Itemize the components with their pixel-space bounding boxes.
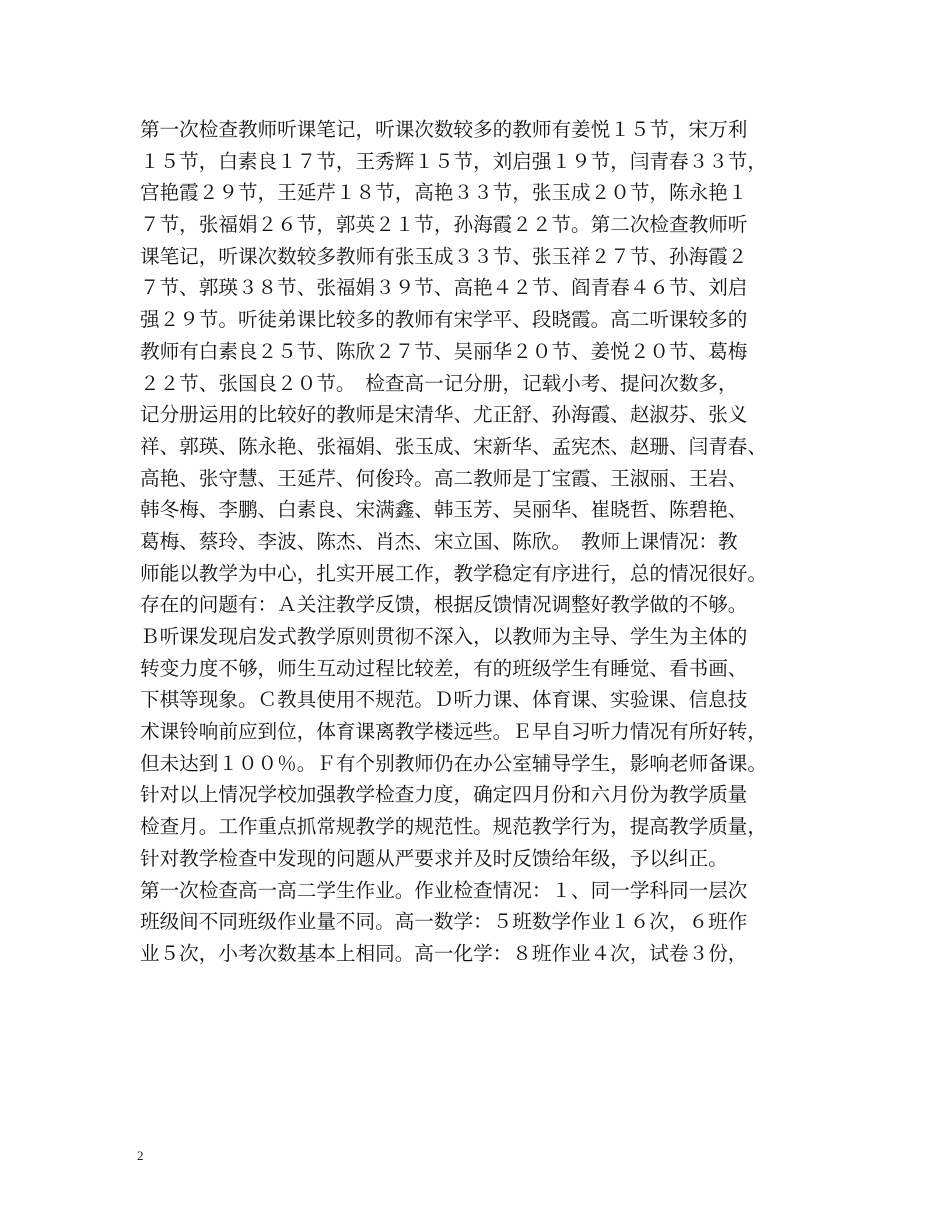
text-line: 祥、郭瑛、陈永艳、张福娟、张玉成、宋新华、孟宪杰、赵珊、闫青春、 xyxy=(140,434,767,458)
text-line: ７节，张福娟２６节，郭英２１节，孙海霞２２节。第二次检查教师听 xyxy=(140,213,748,237)
text-line: ２２节、张国良２０节。 检查高一记分册，记载小考、提问次数多， xyxy=(140,371,738,395)
text-line: １５节，白素良１７节，王秀辉１５节，刘启强１９节，闫青春３３节， xyxy=(140,149,767,173)
text-line: ７节、郭瑛３８节、张福娟３９节、高艳４２节、阎青春４６节、刘启 xyxy=(140,276,748,300)
text-line: 转变力度不够，师生互动过程比较差，有的班级学生有睡觉、看书画、 xyxy=(140,656,748,680)
text-line: 班级间不同班级作业量不同。高一数学：５班数学作业１６次，６班作 xyxy=(140,910,748,934)
text-line: 术课铃响前应到位，体育课离教学楼远些。Ｅ早自习听力情况有所好转， xyxy=(140,720,767,744)
text-line: 教师有白素良２５节、陈欣２７节、吴丽华２０节、姜悦２０节、葛梅 xyxy=(140,339,748,363)
text-line: 宫艳霞２９节，王延芹１８节，高艳３３节，张玉成２０节，陈永艳１ xyxy=(140,181,748,205)
page-number: 2 xyxy=(137,1148,144,1163)
text-line: 葛梅、蔡玲、李波、陈杰、肖杰、宋立国、陈欣。 教师上课情况：教 xyxy=(140,529,738,553)
text-line: 记分册运用的比较好的教师是宋清华、尤正舒、孙海霞、赵淑芬、张义 xyxy=(140,403,748,427)
text-line: 但未达到１００％。Ｆ有个别教师仍在办公室辅导学生，影响老师备课。 xyxy=(140,751,767,775)
body-text xyxy=(140,114,840,970)
text-line: 韩冬梅、李鹏、白素良、宋满鑫、韩玉芳、吴丽华、崔晓哲、陈碧艳、 xyxy=(140,498,748,522)
text-line: 课笔记，听课次数较多教师有张玉成３３节、张玉祥２７节、孙海霞２ xyxy=(140,244,748,268)
text-line: 高艳、张守慧、王延芹、何俊玲。高二教师是丁宝霞、王淑丽、王岩、 xyxy=(140,466,748,490)
text-line: 检查月。工作重点抓常规教学的规范性。规范教学行为，提高教学质量， xyxy=(140,815,767,839)
text-line: 业５次，小考次数基本上相同。高一化学：８班作业４次，试卷３份， xyxy=(140,941,748,965)
text-line: 师能以教学为中心，扎实开展工作，教学稳定有序进行，总的情况很好。 xyxy=(140,561,767,585)
text-line: 针对教学检查中发现的问题从严要求并及时反馈给年级，予以纠正。 xyxy=(140,846,728,870)
text-line: 针对以上情况学校加强教学检查力度，确定四月份和六月份为教学质量 xyxy=(140,783,748,807)
text-line: 存在的问题有：Ａ关注教学反馈，根据反馈情况调整好教学做的不够。 xyxy=(140,593,748,617)
text-line: Ｂ听课发现启发式教学原则贯彻不深入，以教师为主导、学生为主体的 xyxy=(140,625,748,648)
text-line: 强２９节。听徒弟课比较多的教师有宋学平、段晓霞。高二听课较多的 xyxy=(140,308,748,332)
text-line: 下棋等现象。Ｃ教具使用不规范。Ｄ听力课、体育课、实验课、信息技 xyxy=(140,688,748,712)
text-line: 第一次检查教师听课笔记，听课次数较多的教师有姜悦１５节，宋万利 xyxy=(140,118,748,141)
text-line: 第一次检查高一高二学生作业。作业检查情况：１、同一学科同一层次 xyxy=(140,878,748,902)
